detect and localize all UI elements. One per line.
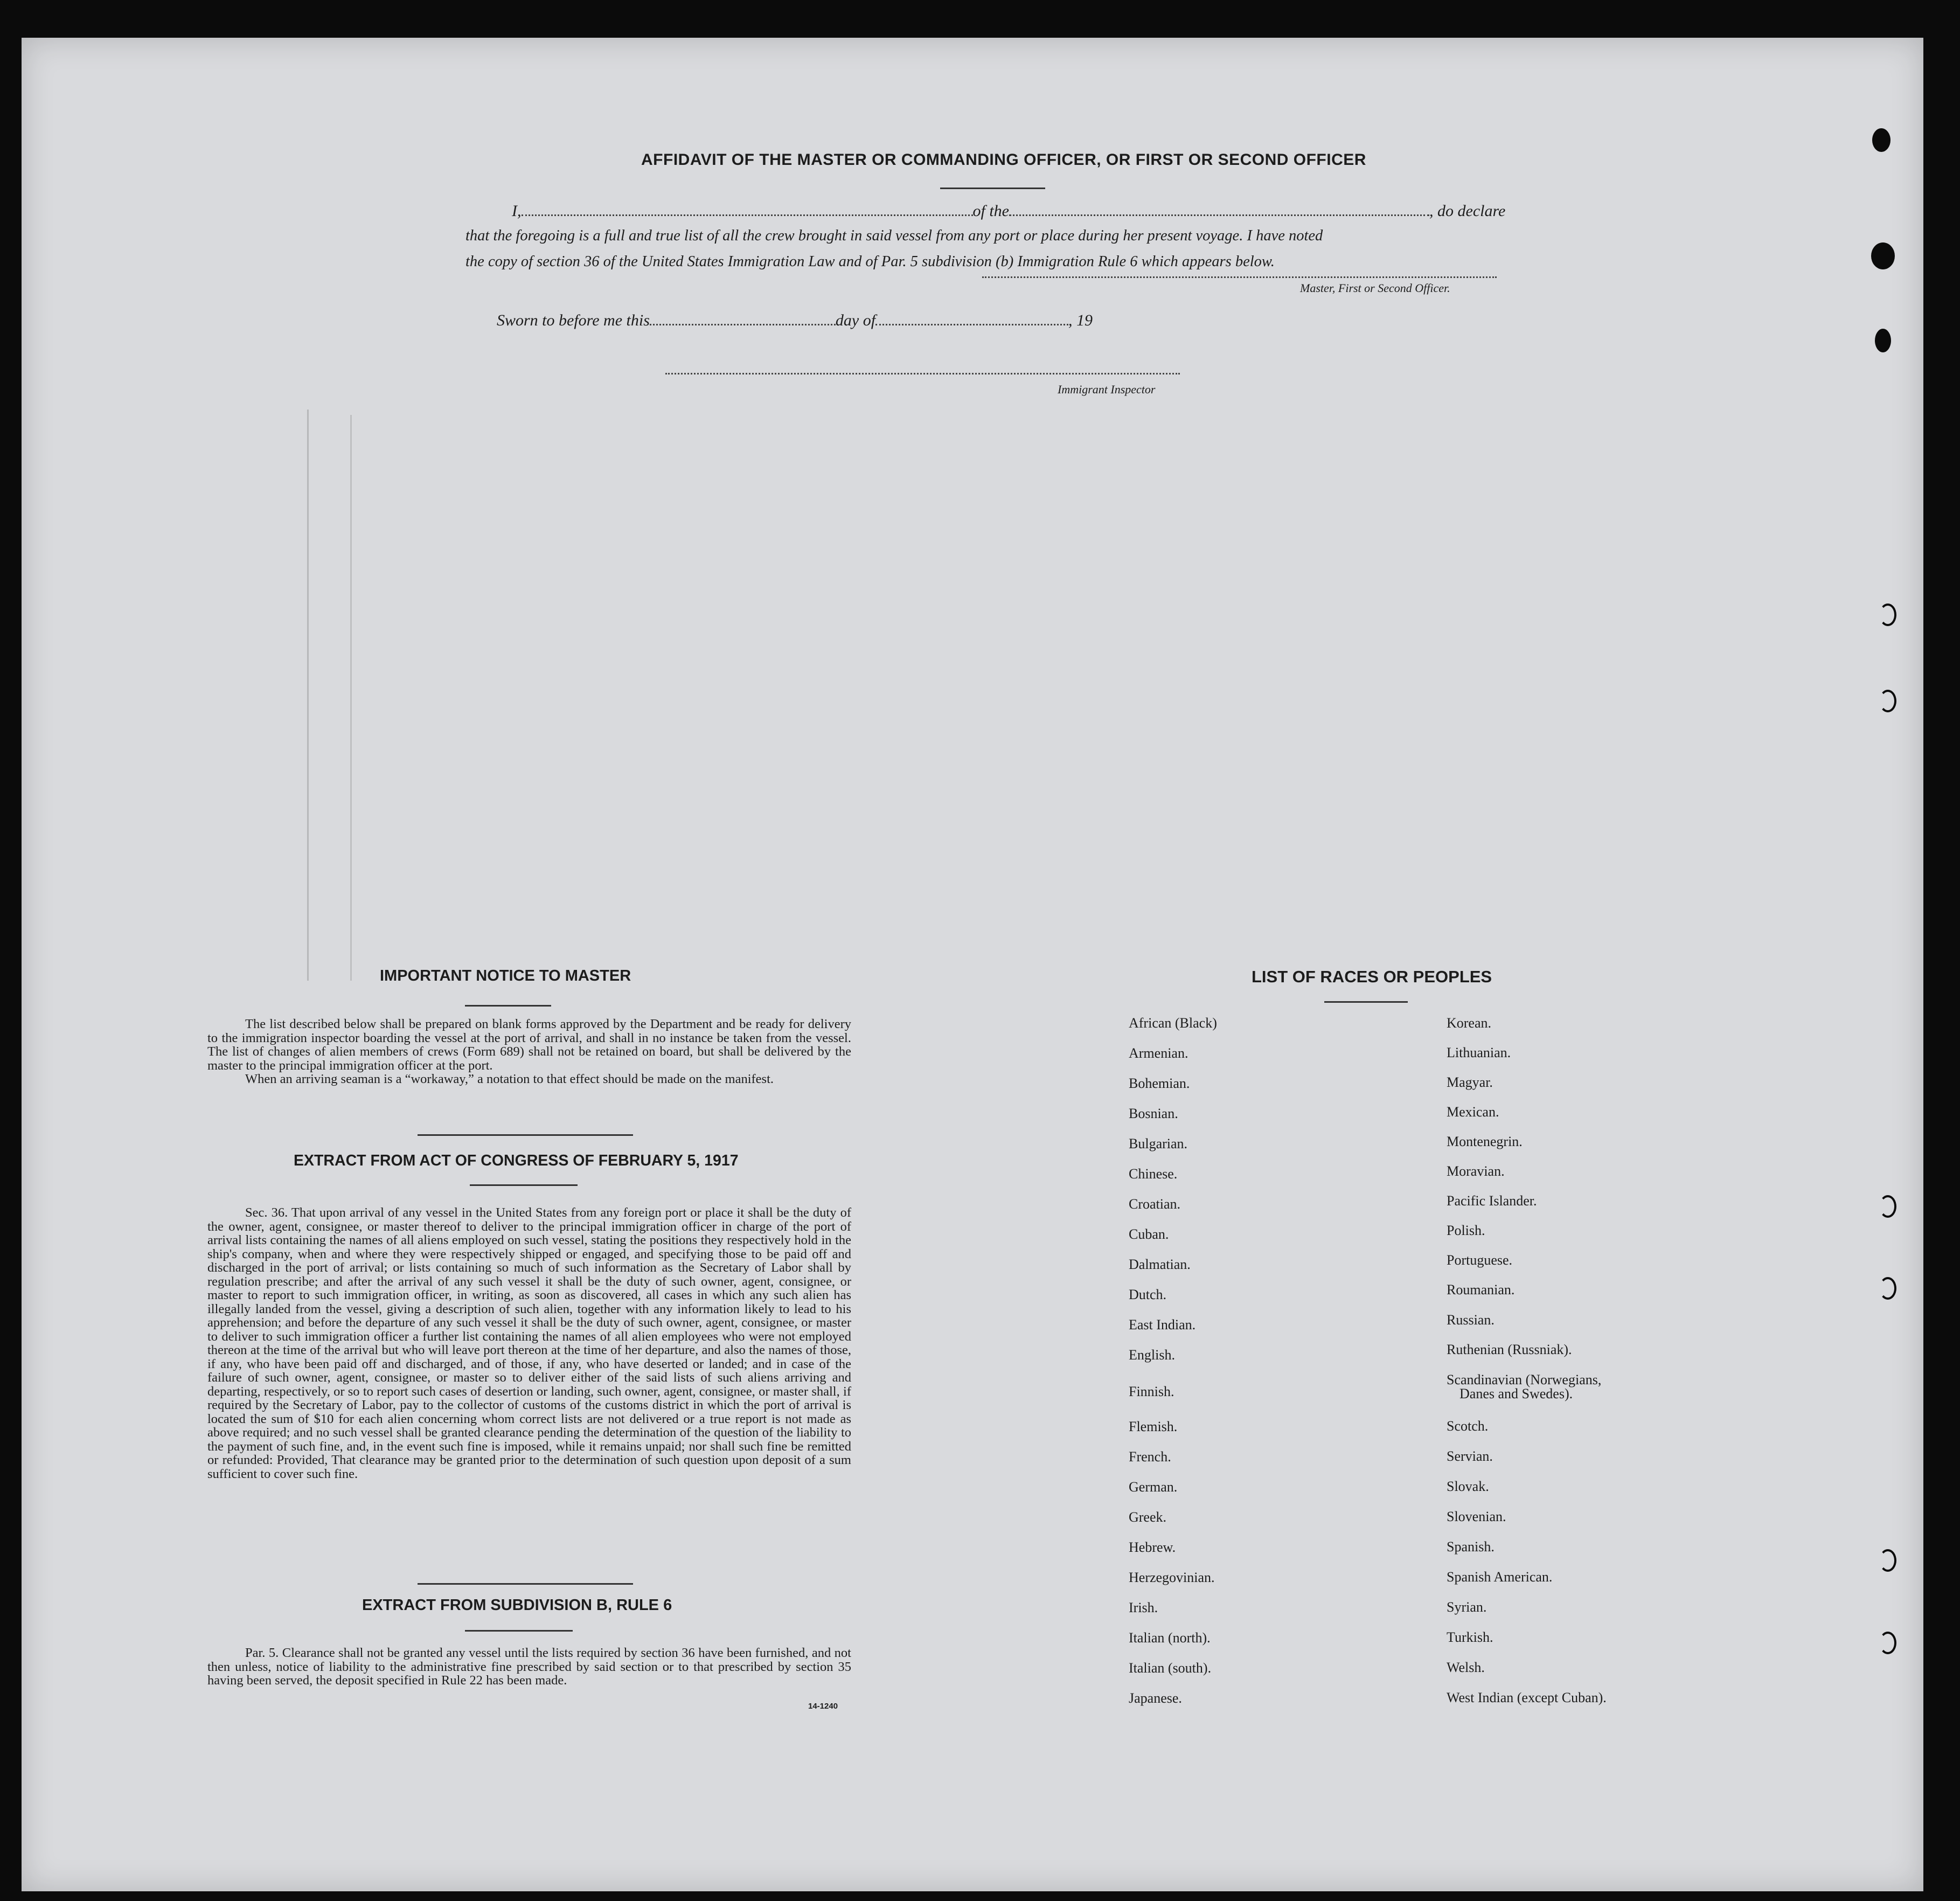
race-item: Greek.	[1129, 1509, 1167, 1525]
race-item: Flemish.	[1129, 1419, 1178, 1434]
race-item: Cuban.	[1129, 1226, 1169, 1242]
binder-hole-icon	[1879, 603, 1896, 626]
race-item: Armenian.	[1129, 1045, 1188, 1061]
binder-hole-icon	[1879, 1632, 1896, 1654]
affidavit-line-2: that the foregoing is a full and true list of all the crew brought in said vessel from any port or place during her present voyage. I have noted	[465, 227, 1323, 244]
binder-hole-icon	[1879, 1549, 1896, 1572]
race-item: Korean.	[1447, 1015, 1492, 1031]
notice-body: The list described below shall be prepared on blank forms approved by the Department and be ready for delivery to the immigration inspector boarding the vessel at the port of arrival, and shall in no instance be taken from the vessel. The list of changes of alien members of crews (Form 689) shall not be retained on board, but shall be delivered by the master to the principal immigration officer at the port. When an arriving seaman is a “workaway,” a notation to that effect should be made on the manifest.	[207, 1017, 851, 1086]
race-item: Spanish.	[1447, 1539, 1495, 1555]
affidavit-line-3: the copy of section 36 of the United States Immigration Law and of Par. 5 subdivision (b) Immigration Rule 6 which appears below.	[465, 253, 1275, 270]
act-body: Sec. 36. That upon arrival of any vessel in the United States from any foreign port or place it shall be the duty of the owner, agent, consignee, or master thereof to deliver to the principal immigration officer in charge of the port of arrival lists containing the names of all aliens employed on such vessel, stating the positions they respectively hold in the ship's company, when and where they were respectively shipped or engaged, and specifying those to be paid off and discharged in the port of arrival; or lists containing so much of such information as the Secretary of Labor shall by regulation prescribe; and after the arrival of any such vessel it shall be the duty of such owner, agent, consignee, or master to report to such immigration officer, in writing, as soon as discovered, all cases in which any such alien has illegally landed from the vessel, giving a description of such alien, together with any information likely to lead to his apprehension; and before the departure of any such vessel it shall be the duty of such owner, agent, consignee, or master to deliver to such immigration officer a further list containing the names of all alien employees who were not employed thereon at the time of the arrival but who will leave port thereon at the time of her departure, and also the names of those, if any, who have been paid off and discharged, and of those, if any, who have deserted or landed; and in case of the failure of such owner, agent, consignee, or master so to deliver either of the said lists of such aliens arriving and departing, respectively, or so to report such cases of desertion or landing, such owner, agent, consignee, or master shall, if required by the Secretary of Labor, pay to the collector of customs of the customs district in which the port of arrival is located the sum of $10 for each alien concerning whom correct lists are not delivered or a true report is not made as above required; and no such vessel shall be granted clearance pending the determination of the question of the liability to the payment of such fine, and, in the event such fine is imposed, while it remains unpaid; nor shall such fine be remitted or refunded: Provided, That clearance may be granted prior to the determination of such question upon deposit of a sum sufficient to cover such fine.	[207, 1205, 851, 1481]
race-item: Roumanian.	[1447, 1282, 1515, 1298]
race-item: East Indian.	[1129, 1317, 1196, 1333]
act-rule-2	[470, 1184, 578, 1186]
form-number: 14-1240	[808, 1702, 838, 1711]
bleed-through-mark	[350, 415, 352, 981]
race-item: Croatian.	[1129, 1196, 1181, 1212]
race-item: Dalmatian.	[1129, 1257, 1191, 1272]
rule-rule	[418, 1583, 633, 1585]
race-item: Lithuanian.	[1447, 1045, 1511, 1060]
affidavit-line-1: I, of the , do declare	[512, 202, 1506, 220]
inspector-signature-label: Immigrant Inspector	[1058, 383, 1156, 396]
race-item: Irish.	[1129, 1600, 1158, 1615]
race-item: French.	[1129, 1449, 1171, 1465]
affidavit-title: AFFIDAVIT OF THE MASTER OR COMMANDING OFFICER, OR FIRST OR SECOND OFFICER	[641, 151, 1366, 169]
race-item: Montenegrin.	[1447, 1134, 1523, 1149]
month-blank[interactable]	[875, 322, 1068, 325]
rule-heading: EXTRACT FROM SUBDIVISION B, RULE 6	[362, 1597, 672, 1614]
name-blank[interactable]	[522, 212, 973, 216]
race-item: Servian.	[1447, 1448, 1493, 1464]
master-signature-label: Master, First or Second Officer.	[1300, 281, 1450, 295]
act-heading: EXTRACT FROM ACT OF CONGRESS OF FEBRUARY 5, 1917	[294, 1152, 739, 1169]
races-rule	[1324, 1001, 1408, 1003]
race-item: Spanish American.	[1447, 1569, 1553, 1585]
sworn-line: Sworn to before me this day of , 19	[497, 311, 1093, 329]
race-item: Scotch.	[1447, 1418, 1489, 1434]
race-item: Ruthenian (Russniak).	[1447, 1342, 1572, 1357]
vessel-blank[interactable]	[1009, 212, 1429, 216]
race-item: Pacific Islander.	[1447, 1193, 1537, 1209]
race-item: Scandinavian (Norwegians,	[1447, 1372, 1602, 1387]
rule-rule-2	[465, 1630, 573, 1632]
race-item: Finnish.	[1129, 1384, 1174, 1399]
races-heading: LIST OF RACES OR PEOPLES	[1252, 967, 1492, 986]
race-item: African (Black)	[1129, 1015, 1217, 1031]
race-item: Slovak.	[1447, 1479, 1489, 1494]
bleed-through-mark	[307, 410, 309, 981]
binder-hole-icon	[1879, 1277, 1896, 1300]
race-item: Russian.	[1447, 1312, 1495, 1328]
race-item: Dutch.	[1129, 1287, 1167, 1302]
race-item: Italian (south).	[1129, 1660, 1212, 1676]
rule-body: Par. 5. Clearance shall not be granted any vessel until the lists required by section 36 have been furnished, and not then unless, notice of liability to the administrative fine prescribed by said section or to that prescribed by section 35 having been served, the deposit specified in Rule 22 has been made.	[207, 1646, 851, 1688]
day-blank[interactable]	[650, 322, 836, 325]
race-item: Turkish.	[1447, 1629, 1493, 1645]
race-item: Magyar.	[1447, 1074, 1493, 1090]
race-item: Danes and Swedes).	[1459, 1386, 1573, 1402]
race-item: Moravian.	[1447, 1163, 1505, 1179]
race-item: Italian (north).	[1129, 1630, 1211, 1646]
race-item: Bulgarian.	[1129, 1136, 1188, 1151]
race-item: Mexican.	[1447, 1104, 1499, 1120]
document-page	[22, 38, 1923, 1891]
race-item: Bosnian.	[1129, 1106, 1178, 1121]
inspector-signature-line[interactable]	[665, 373, 1180, 374]
act-rule	[418, 1134, 633, 1136]
race-item: Welsh.	[1447, 1660, 1485, 1675]
race-item: Japanese.	[1129, 1690, 1182, 1706]
race-item: Slovenian.	[1447, 1509, 1506, 1524]
race-item: Syrian.	[1447, 1599, 1487, 1615]
binder-hole-icon	[1879, 690, 1896, 712]
title-rule	[940, 188, 1045, 189]
notice-rule	[465, 1005, 551, 1007]
race-item: German.	[1129, 1479, 1178, 1495]
race-item: West Indian (except Cuban).	[1447, 1690, 1607, 1705]
race-item: Chinese.	[1129, 1166, 1178, 1182]
binder-hole-icon	[1871, 242, 1895, 269]
binder-hole-icon	[1872, 128, 1891, 152]
notice-heading: IMPORTANT NOTICE TO MASTER	[380, 967, 631, 984]
race-item: English.	[1129, 1347, 1175, 1363]
race-item: Hebrew.	[1129, 1539, 1176, 1555]
race-item: Polish.	[1447, 1223, 1485, 1238]
binder-hole-icon	[1879, 1195, 1896, 1218]
race-item: Portuguese.	[1447, 1252, 1513, 1268]
race-item: Herzegovinian.	[1129, 1570, 1215, 1585]
master-signature-line[interactable]	[982, 276, 1497, 278]
race-item: Bohemian.	[1129, 1076, 1190, 1091]
binder-hole-icon	[1875, 329, 1891, 352]
